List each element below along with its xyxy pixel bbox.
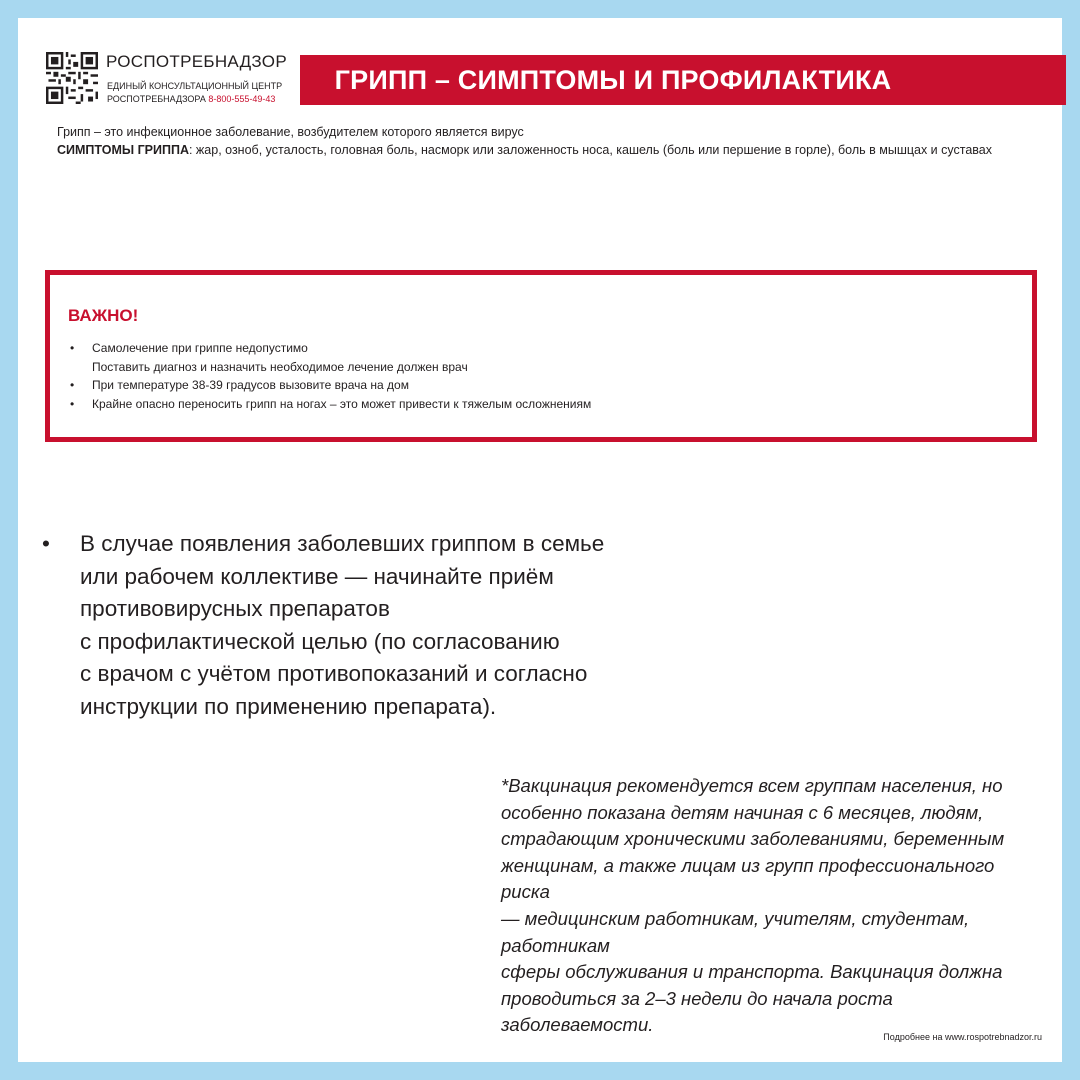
note-line: сферы обслуживания и транспорта. Вакцинация должна — [501, 961, 1003, 983]
note-line: *Вакцинация рекомендуется всем группам населения, но — [501, 775, 1003, 796]
list-item: • Самолечение при гриппе недопустимо — [68, 339, 968, 358]
title-banner — [296, 55, 1066, 105]
page-title: ГРИПП – СИМПТОМЫ И ПРОФИЛАКТИКА — [334, 64, 892, 95]
list-item: • Крайне опасно переносить грипп на ногах – это может привести к тяжелым осложнениям — [68, 395, 968, 414]
vaccination-note — [501, 773, 1046, 1039]
bullet-dot: • — [42, 531, 50, 556]
hotline-phone: 8-800-555-49-43 — [208, 94, 276, 104]
note-line: особенно показана детям начиная с 6 месяцев, людям, — [501, 801, 984, 823]
list-item: Поставить диагноз и назначить необходимое лечение должен врач — [92, 359, 468, 374]
brand-name: РОСПОТРЕБНАДЗОР — [106, 52, 287, 71]
flu-definition: Грипп – это инфекционное заболевание, возбудителем которого является вирус — [57, 125, 524, 139]
note-line: — медицинским работникам, учителям, студентам, работникам — [501, 907, 970, 956]
note-line: проводиться за 2–3 недели до начала роста заболеваемости. — [501, 987, 893, 1036]
text-line: или рабочем коллективе — начинайте приём — [80, 563, 554, 589]
note-line: женщинам, а также лицам из групп профессионального риска — [501, 854, 995, 903]
poster — [18, 18, 1062, 1062]
recommendation-text — [80, 528, 612, 724]
list-item: • При температуре 38-39 градусов вызовите врача на дом — [68, 376, 968, 395]
brand-subtitle — [107, 80, 282, 106]
important-list — [68, 339, 968, 413]
intro-section — [57, 123, 1047, 159]
symptoms-line — [57, 141, 1047, 159]
qr-code-icon — [46, 52, 98, 104]
brand-line2-text: РОСПОТРЕБНАДЗОРА — [107, 94, 206, 104]
text-line: противовирусных препаратов — [80, 596, 390, 622]
important-title: ВАЖНО! — [68, 306, 139, 325]
text-line: с врачом с учётом противопоказаний и согласно — [80, 661, 588, 687]
text-line: В случае появления заболевших гриппом в семье — [80, 531, 605, 556]
important-box — [45, 270, 1037, 442]
note-line: страдающим хроническими заболеваниями, беременным — [501, 828, 1005, 850]
text-line: с профилактической целью (по согласованию — [80, 628, 560, 654]
brand-line2 — [107, 93, 282, 106]
symptoms-text: : жар, озноб, усталость, головная боль, насморк или заложенность носа, кашель (боль или першение в горле), боль в мышцах и суставах — [188, 143, 992, 157]
antiviral-recommendation — [42, 528, 612, 724]
brand-line1: ЕДИНЫЙ КОНСУЛЬТАЦИОННЫЙ ЦЕНТР — [107, 81, 283, 91]
text-line: инструкции по применению препарата). — [80, 693, 497, 719]
footer-link: Подробнее на www.rospotrebnadzor.ru — [883, 1032, 1042, 1042]
symptoms-label: СИМПТОМЫ ГРИППА — [57, 143, 189, 157]
